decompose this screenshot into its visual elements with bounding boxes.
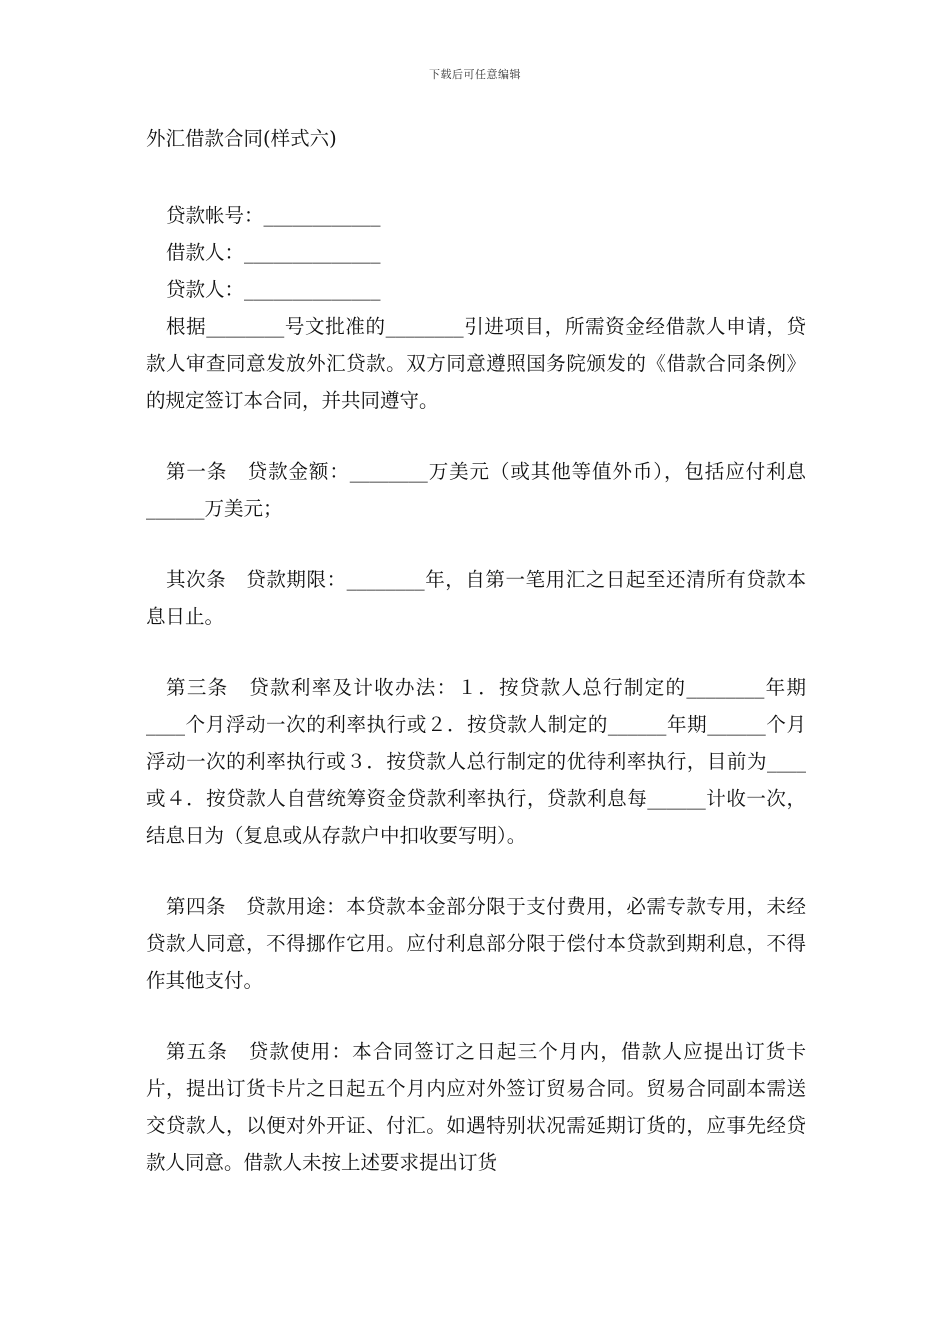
article-4-paragraph: 第四条 贷款用途：本贷款本金部分限于支付费用，必需专款专用，未经贷款人同意，不得挪作它用。应付利息部分限于偿付本贷款到期利息，不得作其他支付。: [146, 895, 806, 992]
spacer: [146, 854, 806, 888]
article-3-paragraph: 第三条 贷款利率及计收办法：１．按贷款人总行制定的________年期____个月浮动一次的利率执行或２．按贷款人制定的______年期______个月浮动一次的利率执行或３．按贷款人总行制定的优待利率执行，目前为____或４．按贷款人自营统筹资金贷款利率执行，贷款利息每______计收一次，结息日为（复息或从存款户中扣收要写明）。: [146, 676, 806, 847]
document-title: 外汇借款合同(样式六): [146, 127, 337, 150]
field-blank: ____________: [263, 204, 381, 227]
article-5-paragraph: 第五条 贷款使用：本合同签订之日起三个月内，借款人应提出订货卡片，提出订货卡片之日起五个月内应对外签订贸易合同。贸易合同副本需送交贷款人，以便对外开证、付汇。如遇特别状况需延期订货的，应事先经贷款人同意。借款人未按上述要求提出订货: [146, 1040, 806, 1174]
spacer: [146, 419, 806, 453]
spacer: [146, 527, 806, 561]
spacer: [146, 999, 806, 1033]
field-label: 贷款帐号：: [166, 204, 264, 227]
field-blank: ______________: [244, 241, 381, 264]
preamble-paragraph: 根据________号文批准的________引进项目，所需资金经借款人申请，贷款人审查同意发放外汇贷款。双方同意遵照国务院颁发的《借款合同条例》的规定签订本合同，并共同遵守。: [146, 315, 806, 412]
article-2-paragraph: 其次条 贷款期限：________年，自第一笔用汇之日起至还清所有贷款本息日止。: [146, 568, 806, 628]
document-body: [146, 120, 806, 1181]
article-1-paragraph: 第一条 贷款金额：________万美元（或其他等值外币），包括应付利息______万美元；: [146, 460, 806, 520]
lender-field: [146, 271, 806, 308]
field-label: 借款人：: [166, 241, 245, 264]
borrower-field: [146, 234, 806, 271]
header-note: 下载后可任意编辑: [429, 68, 521, 81]
field-blank: ______________: [244, 278, 381, 301]
spacer: [146, 157, 806, 197]
loan-account-field: [146, 197, 806, 234]
field-label: 贷款人：: [166, 278, 245, 301]
spacer: [146, 635, 806, 669]
